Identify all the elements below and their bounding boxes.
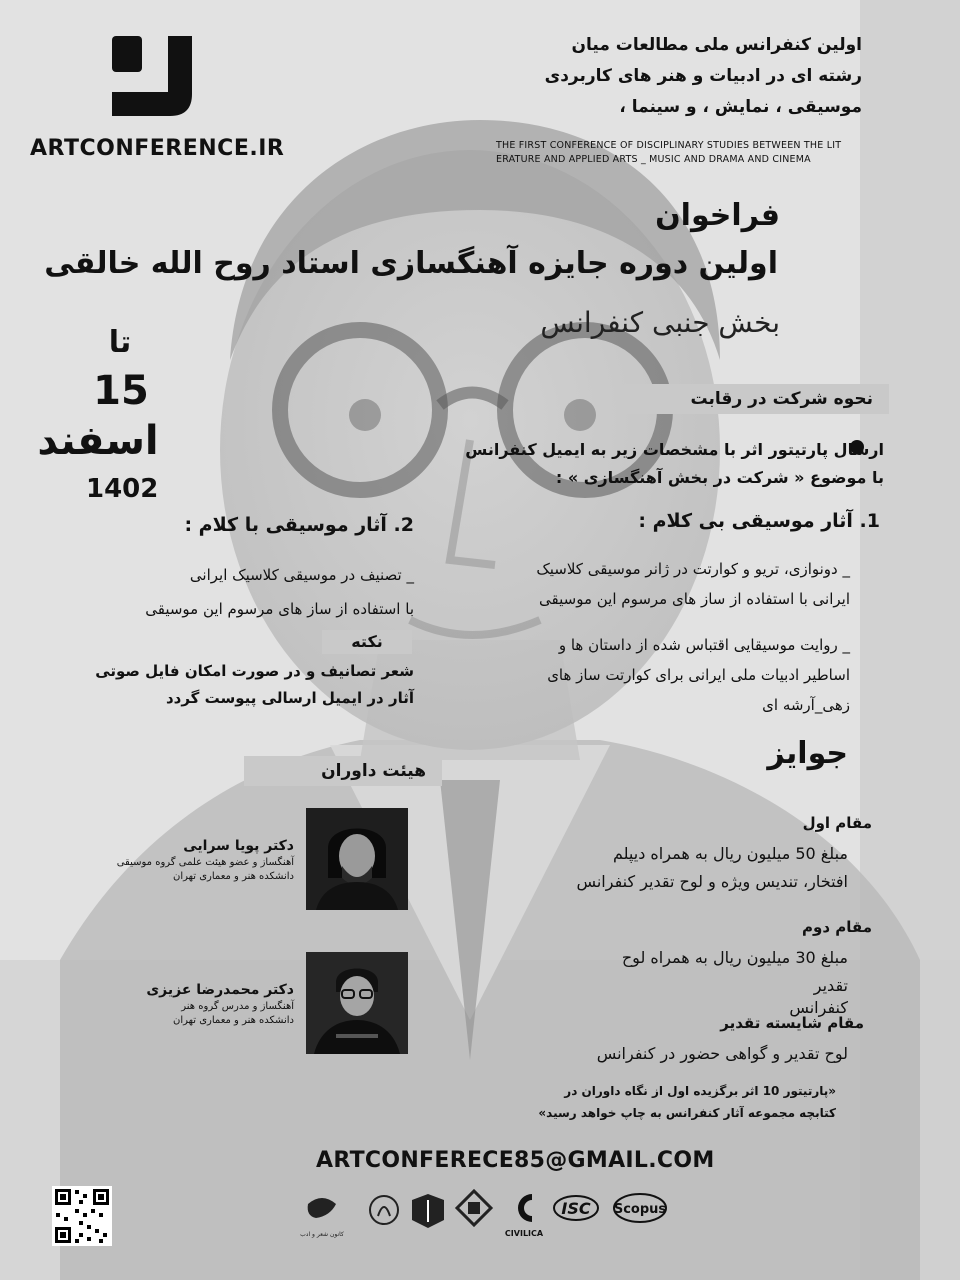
section1-item2-line: _ روایت موسیقایی اقتباس شده از داستان ها و (558, 636, 850, 654)
jury-header: هیئت داوران (244, 756, 442, 786)
sponsor-logos (300, 1186, 670, 1242)
prizes-title: جوایز (767, 736, 848, 771)
deadline-month: اسفند (37, 418, 159, 464)
conference-logo (108, 34, 194, 118)
jury1-name: دکتر پویا سرایی (183, 838, 294, 854)
deadline-day: 15 (93, 368, 149, 414)
how-line: ارسال پارتیتور اثر با مشخصات زیر به ایمیل کنفرانس (465, 440, 884, 459)
section1-item1-line: ایرانی با استفاده از ساز های مرسوم این موسیقی (539, 590, 850, 608)
prizes-footnote (516, 1080, 836, 1124)
jury2-name: دکتر محمدرضا عزیزی (146, 982, 294, 998)
scopus-logo (614, 1194, 667, 1222)
prize2-body (588, 944, 848, 1022)
prize2-line: مبلغ 30 میلیون ریال به همراه لوح تقدیر (621, 948, 848, 995)
conference-title-line: اولین کنفرانس ملی مطالعات میان (571, 35, 862, 55)
section2-item2: با استفاده از ساز های مرسوم این موسیقی (145, 600, 414, 618)
footnote-line: «پارتیتور 10 اثر برگزیده اول از نگاه داوران در (564, 1084, 836, 1098)
conference-title-line: رشته ای در ادبیات و هنر های کاربردی (544, 66, 862, 86)
merit-body: لوح تقدیر و گواهی حضور در کنفرانس (596, 1044, 848, 1063)
side-section-title: بخش جنبی کنفرانس (540, 306, 780, 339)
section2-title: 2. آثار موسیقی با کلام : (184, 514, 414, 536)
conference-title-en-line: THE FIRST CONFERENCE OF DISCIPLINARY STUDIES BETWEEN THE LIT (496, 140, 842, 151)
section1-title: 1. آثار موسیقی بی کلام : (638, 510, 880, 532)
kanoon-label: کانون شعر و ادب (300, 1231, 344, 1238)
section1-item1-line: _ دونوازی، تریو و کوارتت در ژانر موسیقی کلاسیک (536, 560, 850, 578)
note-line: شعر تصانیف و در صورت امکان فایل صوتی (95, 662, 414, 680)
note-header: نکته (322, 630, 412, 654)
deadline-to: تا (108, 325, 132, 360)
conference-title-line: موسیقی ، نمایش ، و سینما ، (619, 97, 862, 117)
jury1-desc-line: آهنگساز و عضو هیئت علمی گروه موسیقی (116, 857, 294, 868)
prize2-title: مقام دوم (802, 918, 872, 936)
jury1-photo (306, 808, 408, 910)
civilica-logo (505, 1194, 544, 1238)
qr-code-icon[interactable] (52, 1186, 112, 1246)
isc-logo (554, 1196, 598, 1220)
note-line: آثار در ایمیل ارسالی پیوست گردد (165, 689, 414, 707)
award-title: اولین دوره جایزه آهنگسازی استاد روح الله خالقی (44, 246, 778, 281)
scopus-label: Scopus (613, 1202, 667, 1217)
civilica-label: CIVILICA (504, 1229, 544, 1238)
person-icon (306, 952, 408, 1054)
footnote-line: کتابچه مجموعه آثار کنفرانس به چاپ خواهد رسید» (538, 1106, 836, 1120)
section1-item2 (490, 630, 850, 720)
section1-item1 (490, 554, 850, 614)
deadline-year: 1402 (86, 474, 159, 504)
contact-email[interactable]: ARTCONFERECE85@GMAIL.COM (316, 1148, 715, 1173)
research-center-logo (457, 1191, 491, 1225)
call-title: فراخوان (655, 198, 780, 233)
site-url[interactable]: ARTCONFERENCE.IR (30, 136, 285, 161)
how-to-participate-header: نحوه شرکت در رقابت (624, 384, 889, 414)
isc-label: ISC (561, 1199, 591, 1218)
section1-item2-line: زهی_آرشه ای (762, 696, 850, 714)
person-icon (306, 808, 408, 910)
prize1-line1: مبلغ 50 میلیون ریال به همراه دیپلم (612, 844, 848, 863)
azad-university-logo (412, 1194, 444, 1228)
kanoon-logo (300, 1198, 344, 1238)
how-line: با موضوع « شرکت در بخش آهنگسازی » : (555, 468, 884, 487)
jury2-desc-line: آهنگساز و مدرس گروه هنر (181, 1001, 294, 1012)
jury2-desc-line: دانشکده هنر و معماری تهران (173, 1015, 294, 1026)
section1-item2-line: اساطیر ادبیات ملی ایرانی برای کوارتت ساز های (547, 666, 850, 684)
prize1-title: مقام اول (802, 814, 872, 832)
jury1-description (94, 856, 294, 884)
prize2-line: کنفرانس (789, 998, 848, 1017)
prize1-line2: افتخار، تندیس ویژه و لوح تقدیر کنفرانس (576, 872, 848, 891)
conference-title-en (496, 139, 896, 167)
conference-title-fa (462, 30, 862, 123)
section2-item1: _ تصنیف در موسیقی کلاسیک ایرانی (189, 566, 414, 584)
how-to-participate-text (444, 436, 884, 492)
merit-title: مقام شایسته تقدیر (720, 1014, 864, 1032)
jury2-photo (306, 952, 408, 1054)
note-text (54, 658, 414, 712)
jury2-description (94, 1000, 294, 1028)
jury1-desc-line: دانشکده هنر و معماری تهران (173, 871, 294, 882)
journal-logo-1 (370, 1196, 398, 1224)
conference-title-en-line: ERATURE AND APPLIED ARTS _ MUSIC AND DRAMA AND CINEMA (496, 154, 811, 165)
